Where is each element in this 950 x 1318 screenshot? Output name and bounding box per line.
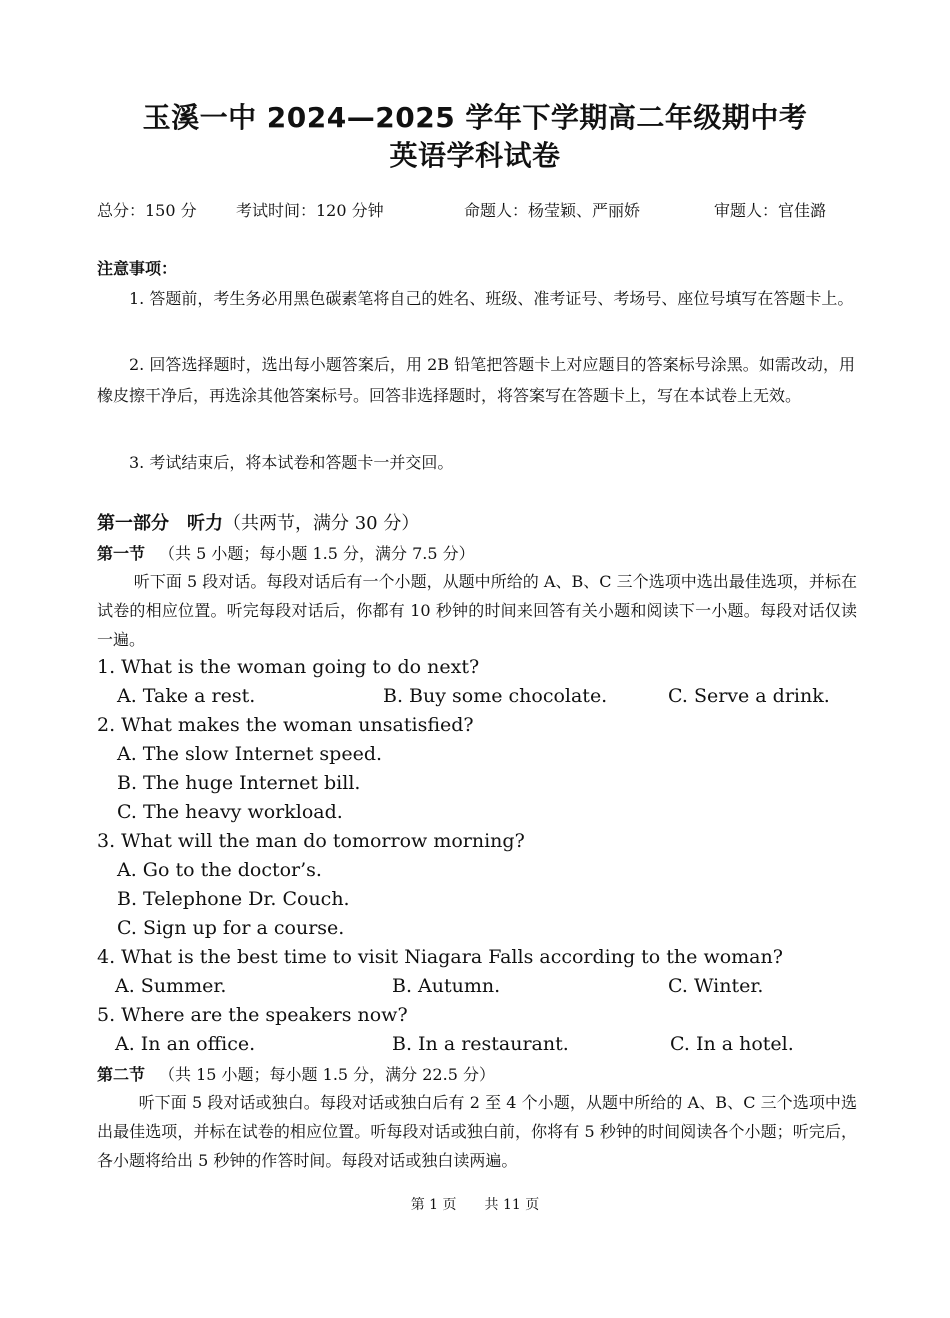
section-info: （共 5 小题；每小题 1.5 分，满分 7.5 分）: [159, 544, 475, 563]
notice-item: 2. 回答选择题时，选出每小题答案后，用 2B 铅笔把答题卡上对应题目的答案标号涂黑。如需改动，用橡皮擦干净后，再选涂其他答案标号。回答非选择题时，将答案写在答题卡上，写在本试卷上无效。: [97, 355, 855, 405]
section-heading: [97, 1062, 495, 1085]
section-instructions: 听下面 5 段对话或独白。每段对话或独白后有 2 至 4 个小题，从题中所给的 A、B、C 三个选项中选出最佳选项，并标在试卷的相应位置。听每段对话或独白前，你将有 5 秒钟的时间阅读各个小题；听完后，各小题将给出 5 秒钟的作答时间。每段对话或独白读两遍。: [97, 1093, 857, 1170]
option-b: B. In a restaurant.: [392, 1033, 569, 1055]
option-b: B. The huge Internet bill.: [117, 772, 361, 794]
part-heading: [97, 509, 419, 535]
option-a: A. Summer.: [115, 975, 227, 997]
total-score: 总分：150 分: [97, 201, 197, 220]
exam-time: 考试时间：120 分钟: [236, 201, 384, 220]
option-c: C. Winter.: [668, 975, 764, 997]
question-stem: 3. What will the man do tomorrow morning?: [97, 830, 525, 852]
option-b: B. Buy some chocolate.: [383, 685, 608, 707]
question-stem: 5. Where are the speakers now?: [97, 1004, 408, 1026]
question-stem: 2. What makes the woman unsatisfied?: [97, 714, 474, 736]
section-heading: [97, 541, 475, 564]
question-authors: 命题人：杨莹颖、严丽娇: [464, 201, 641, 220]
option-a: A. The slow Internet speed.: [117, 743, 383, 765]
exam-subtitle: 英语学科试卷: [389, 139, 561, 172]
page-footer: 第 1 页 共 11 页: [410, 1197, 540, 1213]
reviewer: 审题人：官佳潞: [714, 201, 827, 220]
option-c: C. Sign up for a course.: [117, 917, 345, 939]
section-info: （共 15 小题；每小题 1.5 分，满分 22.5 分）: [159, 1065, 495, 1084]
option-a: A. Take a rest.: [117, 685, 256, 707]
section-title: 第二节: [97, 1065, 146, 1084]
notice-item: 1. 答题前，考生务必用黑色碳素笔将自己的姓名、班级、准考证号、考场号、座位号填写在答题卡上。: [129, 289, 854, 308]
option-c: C. The heavy workload.: [117, 801, 343, 823]
section-instructions: 听下面 5 段对话。每段对话后有一个小题，从题中所给的 A、B、C 三个选项中选出最佳选项，并标在试卷的相应位置。听完每段对话后，你都有 10 秒钟的时间来回答有关小题和阅读下一小题。每段对话仅读一遍。: [97, 572, 857, 649]
question-stem: 1. What is the woman going to do next?: [97, 656, 480, 678]
option-b: B. Telephone Dr. Couch.: [117, 888, 350, 910]
section-title: 第一节: [97, 544, 146, 563]
option-b: B. Autumn.: [392, 975, 501, 997]
option-a: A. Go to the doctor’s.: [117, 859, 322, 881]
option-a: A. In an office.: [115, 1033, 256, 1055]
notice-heading: 注意事项：: [97, 259, 178, 278]
part-title: 第一部分 听力: [97, 513, 223, 534]
notice-item: 3. 考试结束后，将本试卷和答题卡一并交回。: [129, 453, 454, 472]
exam-title: 玉溪一中 2024—2025 学年下学期高二年级期中考: [142, 101, 808, 134]
question-stem: 4. What is the best time to visit Niagara Falls according to the woman?: [97, 946, 783, 968]
option-c: C. In a hotel.: [670, 1033, 794, 1055]
part-subtitle: （共两节，满分 30 分）: [223, 513, 420, 534]
option-c: C. Serve a drink.: [668, 685, 830, 707]
